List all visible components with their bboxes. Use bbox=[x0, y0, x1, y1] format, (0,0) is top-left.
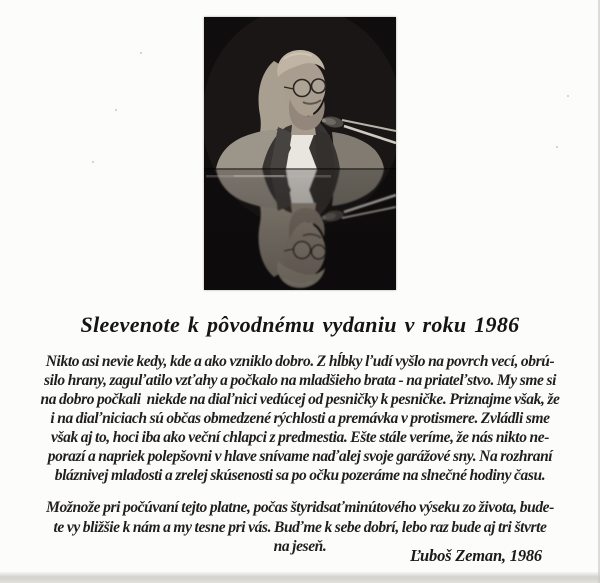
text-line: Nikto asi nevie kedy, kde a ako vzniklo dobro. Z hĺbky ľudí vyšlo na povrch vecí, obrú- bbox=[45, 353, 555, 370]
piano-lid-seam bbox=[204, 168, 396, 170]
musician-photo-art bbox=[204, 17, 396, 290]
author-signature: Ľuboš Zeman, 1986 bbox=[410, 546, 542, 565]
scan-speckle bbox=[567, 95, 569, 97]
reflection-shade bbox=[204, 169, 396, 290]
sleevenote-paragraph-1 bbox=[0, 352, 600, 485]
text-line: však aj to, hoci iba ako veční chlapci z predmestia. Ešte stále veríme, že nás nikto ne- bbox=[51, 429, 549, 446]
piano-streak-highlight bbox=[234, 175, 284, 177]
text-line: silo hrany, zaguľatilo vzťahy a počkalo na mladšieho brata - na priateľstvo. My sme si bbox=[43, 372, 557, 389]
text-line: te vy bližšie k nám a my tesne pri vás. Buďme k sebe dobrí, lebo raz bude aj tri štvrte bbox=[53, 518, 547, 536]
musician-photo bbox=[204, 17, 396, 290]
text-line: porazí a napriek polepšovni v hlave snívame naďalej svoje garážové sny. Na rozhraní bbox=[47, 448, 553, 465]
scan-speckle bbox=[92, 161, 94, 163]
scan-speckle bbox=[115, 109, 117, 111]
scan-speckle bbox=[556, 146, 558, 148]
text-line: na dobro počkali niekde na diaľnici vedúcej od pesničky k pesničke. Priznajme však, že bbox=[40, 391, 560, 408]
text-line: bláznivej mladosti a zrelej skúsenosti sa po očku pozeráme na slnečné hodiny času. bbox=[54, 467, 546, 484]
text-line: na jeseň. bbox=[273, 538, 327, 555]
text-line: Možnože pri počúvaní tejto platne, počas štyridsaťminútového výseku zo života, bude- bbox=[46, 499, 554, 516]
scan-edge-bottom bbox=[0, 572, 600, 583]
page-title: Sleevenote k pôvodnému vydaniu v roku 1986 bbox=[80, 312, 520, 337]
scan-speckle bbox=[140, 52, 142, 54]
text-line: i na diaľniciach sú občas obmedzené rýchlosti a premávka v protismere. Zvládli sme bbox=[50, 410, 550, 427]
